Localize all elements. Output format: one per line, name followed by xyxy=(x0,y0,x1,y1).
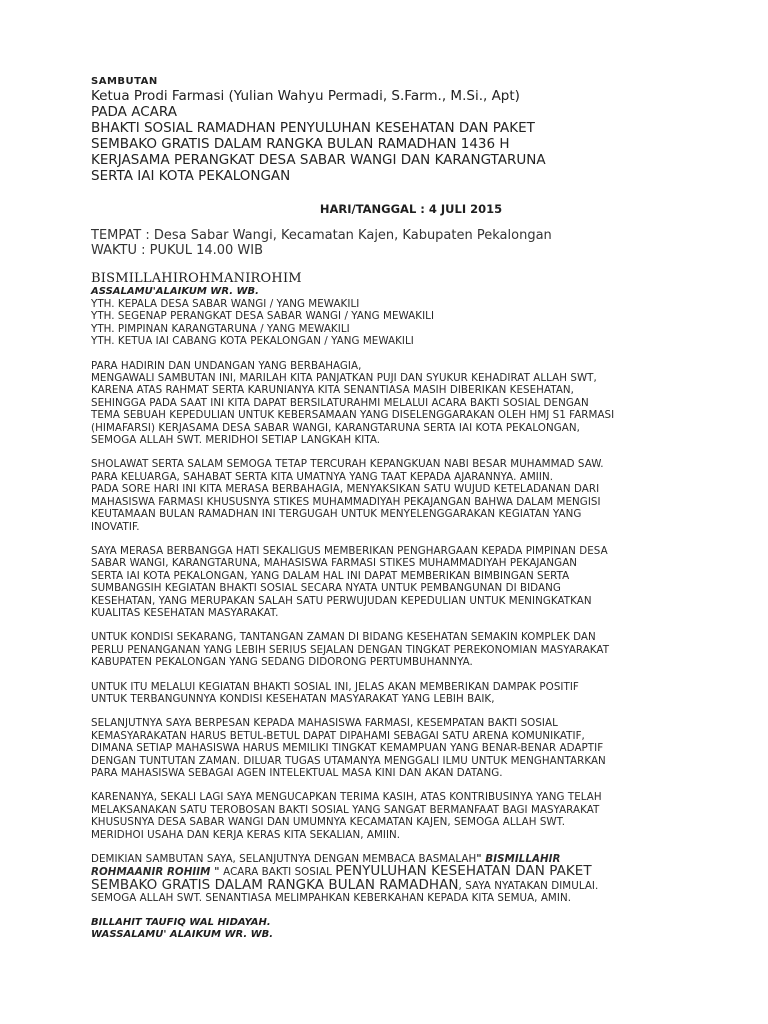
sambutan-label: SAMBUTAN xyxy=(91,76,158,87)
paragraph-line: KHUSUSNYA DESA SABAR WANGI DAN UMUMNYA KECAMATAN KAJEN, SEMOGA ALLAH SWT. xyxy=(91,816,566,829)
speech-paragraph xyxy=(91,717,711,779)
speech-paragraph xyxy=(91,360,711,447)
speech-paragraph xyxy=(91,545,711,619)
paragraph-line: KEUTAMAAN BULAN RAMADHAN INI TERGUGAH UNTUK MENYELENGGARAKAN KEGIATAN YANG xyxy=(91,508,582,521)
paragraph-line: KABUPATEN PEKALONGAN YANG SEDANG DIDORONG PERTUMBUHANNYA. xyxy=(91,656,473,669)
bismillah-heading: BISMILLAHIROHMANIROHIM xyxy=(91,271,302,286)
final-paragraph: DEMIKIAN SAMBUTAN SAYA, SELANJUTNYA DENGAN MEMBACA BASMALAH" BISMILLAHIR ROHMAANIR ROHIIM " ACARA BAKTI SOSIAL PENYULUHAN KESEHATAN DAN PAKET SEMBAKO GRATIS DALAM RANGKA BULAN RAMADHAN, SAYA NYATAKAN DIMULAI. SEMOGA ALLAH SWT. SENANTIASA MELIMPAHKAN KEBERKAHAN KEPADA KITA SEMUA, AMIN. xyxy=(91,853,599,905)
yth-item: YTH. PIMPINAN KARANGTARUNA / YANG MEWAKILI xyxy=(91,322,350,335)
paragraph-line: DIMANA SETIAP MAHASISWA HARUS MEMILIKI TINGKAT KEMAMPUAN YANG BENAR-BENAR ADAPTIF xyxy=(91,742,604,755)
paragraph-line: KESEHATAN, YANG MERUPAKAN SALAH SATU PERWUJUDAN KEPEDULIAN UNTUK MENINGKATKAN xyxy=(91,594,592,607)
paragraph-line: SELANJUTNYA SAYA BERPESAN KEPADA MAHASISWA FARMASI, KESEMPATAN BAKTI SOSIAL xyxy=(91,717,558,730)
speech-body xyxy=(91,360,711,841)
paragraph-line: UNTUK KONDISI SEKARANG, TANTANGAN ZAMAN DI BIDANG KESEHATAN SEMAKIN KOMPLEK DAN xyxy=(91,631,596,644)
event-date: HARI/TANGGAL : 4 JULI 2015 xyxy=(319,202,503,216)
paragraph-line: KEMASYARAKATAN HARUS BETUL-BETUL DAPAT DIPAHAMI SEBAGAI SATU ARENA KOMUNIKATIF, xyxy=(91,729,585,742)
paragraph-line: TEMA SEBUAH KEPEDULIAN UNTUK KEBERSAMAAN YANG DISELENGGARAKAN OLEH HMJ S1 FARMASI xyxy=(91,409,615,422)
paragraph-line: PERLU PENANGANAN YANG LEBIH SERIUS SEJALAN DENGAN TINGKAT PEREKONOMIAN MASYARAKAT xyxy=(91,643,610,656)
paragraph-line: KARENANYA, SEKALI LAGI SAYA MENGUCAPKAN TERIMA KASIH, ATAS KONTRIBUSINYA YANG TELAH xyxy=(91,791,602,804)
event-place: TEMPAT : Desa Sabar Wangi, Kecamatan Kajen, Kabupaten Pekalongan xyxy=(91,228,552,243)
paragraph-line: PARA MAHASISWA SEBAGAI AGEN INTELEKTUAL MASA KINI DAN AKAN DATANG. xyxy=(91,767,503,779)
paragraph-line: KARENA ATAS RAHMAT SERTA KARUNIANYA KITA SENANTIASA MASIH DIBERIKAN KESEHATAN, xyxy=(91,384,574,397)
paragraph-line: MENGAWALI SAMBUTAN INI, MARILAH KITA PANJATKAN PUJI DAN SYUKUR KEHADIRAT ALLAH SWT, xyxy=(91,372,597,385)
paragraph-line: SABAR WANGI, KARANGTARUNA, MAHASISWA FARMASI STIKES MUHAMMADIYAH PEKAJANGAN xyxy=(91,557,578,570)
paragraph-line: MAHASISWA FARMASI KHUSUSNYA STIKES MUHAMMADIYAH PEKAJANGAN BAHWA DALAM MENGISI xyxy=(91,495,601,508)
paragraph-line: SERTA IAI KOTA PEKALONGAN, YANG DALAM HAL INI DAPAT MEMBERIKAN BIMBINGAN SERTA xyxy=(91,569,570,582)
event-title-line: SEMBAKO GRATIS DALAM RANGKA BULAN RAMADHAN 1436 H xyxy=(91,136,510,152)
speech-paragraph xyxy=(91,791,711,841)
paragraph-line: PARA HADIRIN DAN UNDANGAN YANG BERBAHAGIA, xyxy=(91,359,362,372)
yth-list xyxy=(91,298,711,348)
paragraph-line: PADA SORE HARI INI KITA MERASA BERBAHAGIA, MENYAKSIKAN SATU WUJUD KETELADANAN DARI xyxy=(91,483,600,496)
paragraph-line: SEHINGGA PADA SAAT INI KITA DAPAT BERSILATURAHMI MELALUI ACARA BAKTI SOSIAL DENGAN xyxy=(91,396,589,409)
closing-greeting: BILLAHIT TAUFIQ WAL HIDAYAH. WASSALAMU' ALAIKUM WR. WB. xyxy=(91,916,274,941)
paragraph-line: INOVATIF. xyxy=(91,520,140,533)
speaker-line: Ketua Prodi Farmasi (Yulian Wahyu Permadi, S.Farm., M.Si., Apt) xyxy=(91,88,520,104)
event-name-emphasis: PENYULUHAN KESEHATAN DAN PAKET xyxy=(335,863,592,880)
paragraph-line: (HIMAFARSI) KERJASAMA DESA SABAR WANGI, KARANGTARUNA SERTA IAI KOTA PEKALONGAN, xyxy=(91,421,580,434)
event-title-line: BHAKTI SOSIAL RAMADHAN PENYULUHAN KESEHATAN DAN PAKET xyxy=(91,120,535,136)
paragraph-line: SAYA MERASA BERBANGGA HATI SEKALIGUS MEMBERIKAN PENGHARGAAN KEPADA PIMPINAN DESA xyxy=(91,544,608,557)
paragraph-line: PARA KELUARGA, SAHABAT SERTA KITA UMATNYA YANG TAAT KEPADA AJARANNYA. AMIIN. xyxy=(91,470,554,483)
event-title-line: KERJASAMA PERANGKAT DESA SABAR WANGI DAN KARANGTARUNA xyxy=(91,152,546,168)
yth-item: YTH. SEGENAP PERANGKAT DESA SABAR WANGI / YANG MEWAKILI xyxy=(91,310,435,323)
paragraph-line: MELAKSANAKAN SATU TEROBOSAN BAKTI SOSIAL YANG SANGAT BERMANFAAT BAGI MASYARAKAT xyxy=(91,803,600,816)
salam-greeting: ASSALAMU'ALAIKUM WR. WB. xyxy=(91,286,259,297)
event-time: WAKTU : PUKUL 14.00 WIB xyxy=(91,243,264,258)
paragraph-line: SHOLAWAT SERTA SALAM SEMOGA TETAP TERCURAH KEPANGKUAN NABI BESAR MUHAMMAD SAW. xyxy=(91,458,604,471)
event-info xyxy=(91,228,711,258)
event-title-line: SERTA IAI KOTA PEKALONGAN xyxy=(91,168,291,184)
paragraph-line: DENGAN TUNTUTAN ZAMAN. DILUAR TUGAS UTAMANYA MENGGALI ILMU UNTUK MENGHANTARKAN xyxy=(91,754,606,767)
yth-item: YTH. KETUA IAI CABANG KOTA PEKALONGAN / YANG MEWAKILI xyxy=(91,335,414,348)
speech-paragraph xyxy=(91,631,711,668)
document-page xyxy=(91,76,711,941)
paragraph-line: KUALITAS KESEHATAN MASYARAKAT. xyxy=(91,606,279,619)
paragraph-line: UNTUK ITU MELALUI KEGIATAN BHAKTI SOSIAL INI, JELAS AKAN MEMBERIKAN DAMPAK POSITIF xyxy=(91,680,579,693)
paragraph-line: UNTUK TERBANGUNNYA KONDISI KESEHATAN MASYARAKAT YANG LEBIH BAIK, xyxy=(91,692,495,705)
event-title-line: PADA ACARA xyxy=(91,104,177,120)
speech-paragraph xyxy=(91,458,711,532)
yth-item: YTH. KEPALA DESA SABAR WANGI / YANG MEWAKILI xyxy=(91,298,360,310)
event-name-emphasis: SEMBAKO GRATIS DALAM RANGKA BULAN RAMADHAN xyxy=(91,876,459,893)
paragraph-line: MERIDHOI USAHA DAN KERJA KERAS KITA SEKALIAN, AMIIN. xyxy=(91,828,401,841)
paragraph-line: SUMBANGSIH KEGIATAN BHAKTI SOSIAL SECARA NYATA UNTUK PEMBANGUNAN DI BIDANG xyxy=(91,582,561,595)
paragraph-line: SEMOGA ALLAH SWT. MERIDHOI SETIAP LANGKAH KITA. xyxy=(91,434,381,447)
speech-paragraph xyxy=(91,681,711,706)
